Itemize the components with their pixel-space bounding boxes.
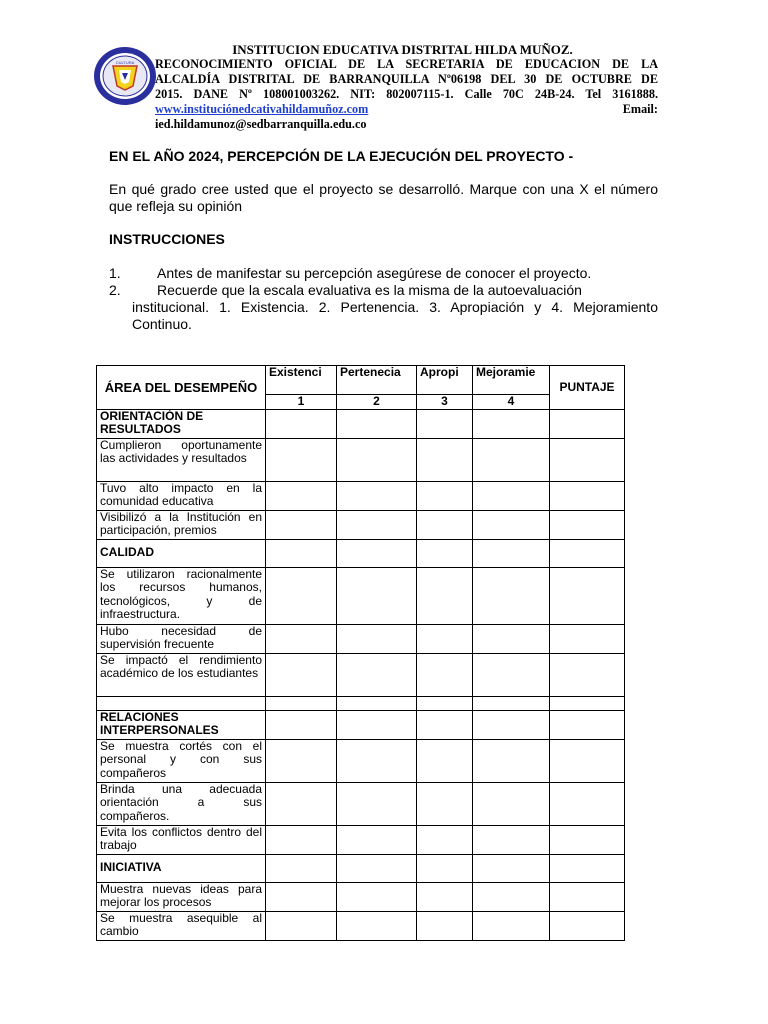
mark-cell[interactable] — [417, 539, 473, 567]
mark-cell[interactable] — [266, 567, 337, 624]
mark-cell[interactable] — [473, 653, 550, 696]
mark-cell[interactable] — [266, 825, 337, 854]
mark-cell[interactable] — [473, 438, 550, 481]
mark-cell[interactable] — [337, 696, 417, 710]
mark-cell[interactable] — [266, 438, 337, 481]
table-row: Brinda una adecuada orientación a sus compañeros. — [97, 782, 625, 825]
institution-name: INSTITUCION EDUCATIVA DISTRITAL HILDA MUÑOZ. — [232, 42, 573, 57]
mark-cell[interactable] — [337, 409, 417, 438]
svg-text:CULTURA: CULTURA — [115, 60, 135, 65]
table-row-section: ORIENTACIÓN DE RESULTADOS — [97, 409, 625, 438]
column-number-3: 3 — [417, 395, 473, 410]
score-cell[interactable] — [550, 739, 625, 782]
score-cell[interactable] — [550, 567, 625, 624]
instructions-title: INSTRUCCIONES — [109, 231, 225, 247]
mark-cell[interactable] — [337, 911, 417, 940]
mark-cell[interactable] — [337, 825, 417, 854]
mark-cell[interactable] — [266, 653, 337, 696]
mark-cell[interactable] — [266, 409, 337, 438]
survey-heading: EN EL AÑO 2024, PERCEPCIÓN DE LA EJECUCIÓN DEL PROYECTO - — [109, 148, 574, 164]
table-row: Se muestra asequible al cambio — [97, 911, 625, 940]
mark-cell[interactable] — [266, 911, 337, 940]
table-row-empty — [97, 696, 625, 710]
survey-question: En qué grado cree usted que el proyecto se desarrolló. Marque con una X el número que refleja su opinión — [109, 181, 658, 214]
table-row: Evita los conflictos dentro del trabajo — [97, 825, 625, 854]
mark-cell[interactable] — [337, 510, 417, 539]
mark-cell[interactable] — [417, 782, 473, 825]
mark-cell[interactable] — [473, 854, 550, 882]
mark-cell[interactable] — [473, 409, 550, 438]
table-row: Tuvo alto impacto en la comunidad educativa — [97, 481, 625, 510]
mark-cell[interactable] — [417, 825, 473, 854]
mark-cell[interactable] — [266, 624, 337, 653]
email-label: Email: — [622, 102, 658, 116]
mark-cell[interactable] — [473, 882, 550, 911]
score-cell[interactable] — [550, 438, 625, 481]
mark-cell[interactable] — [337, 567, 417, 624]
mark-cell[interactable] — [417, 710, 473, 739]
instruction-item: 1. Antes de manifestar su percepción asegúrese de conocer el proyecto. — [109, 265, 592, 281]
mark-cell[interactable] — [337, 438, 417, 481]
mark-cell[interactable] — [266, 854, 337, 882]
header-line-3: 2015. DANE Nº 108001003262. NIT: 802007115-1. Calle 70C 24B-24. Tel 3161888. — [155, 87, 658, 101]
mark-cell[interactable] — [473, 911, 550, 940]
mark-cell[interactable] — [417, 653, 473, 696]
website-link[interactable]: www.instituciónedcativahildamuñoz.com — [155, 102, 369, 116]
table-row: Se utilizaron racionalmente los recursos humanos, tecnológicos, y de infraestructura. — [97, 567, 625, 624]
mark-cell[interactable] — [417, 510, 473, 539]
score-cell[interactable] — [550, 911, 625, 940]
mark-cell[interactable] — [473, 510, 550, 539]
mark-cell[interactable] — [417, 696, 473, 710]
header-contact-line — [155, 102, 658, 117]
mark-cell[interactable] — [266, 710, 337, 739]
mark-cell[interactable] — [337, 782, 417, 825]
score-cell[interactable] — [550, 481, 625, 510]
mark-cell[interactable] — [417, 481, 473, 510]
email-address[interactable]: ied.hildamunoz@sedbarranquilla.edu.co — [155, 117, 367, 131]
header-line-1: RECONOCIMIENTO OFICIAL DE LA SECRETARIA DE EDUCACION DE LA — [155, 57, 658, 71]
mark-cell[interactable] — [266, 481, 337, 510]
mark-cell[interactable] — [337, 739, 417, 782]
mark-cell[interactable] — [473, 624, 550, 653]
score-cell[interactable] — [550, 653, 625, 696]
column-header-pertenencia: Pertenecia — [337, 366, 417, 395]
table-row: Visibilizó a la Institución en participación, premios — [97, 510, 625, 539]
mark-cell[interactable] — [473, 782, 550, 825]
mark-cell[interactable] — [266, 539, 337, 567]
mark-cell[interactable] — [337, 481, 417, 510]
score-cell[interactable] — [550, 539, 625, 567]
score-cell[interactable] — [550, 854, 625, 882]
table-row: Se impactó el rendimiento académico de los estudiantes — [97, 653, 625, 696]
table-row: Muestra nuevas ideas para mejorar los procesos — [97, 882, 625, 911]
score-cell[interactable] — [550, 624, 625, 653]
mark-cell[interactable] — [473, 825, 550, 854]
column-header-apropiacion: Apropi — [417, 366, 473, 395]
mark-cell[interactable] — [473, 481, 550, 510]
column-header-mejoramiento: Mejoramie — [473, 366, 550, 395]
table-row: Hubo necesidad de supervisión frecuente — [97, 624, 625, 653]
score-header: PUNTAJE — [550, 366, 625, 410]
mark-cell[interactable] — [337, 653, 417, 696]
area-header: ÁREA DEL DESEMPEÑO — [97, 366, 266, 410]
mark-cell[interactable] — [417, 911, 473, 940]
mark-cell[interactable] — [417, 882, 473, 911]
table-row-section: INICIATIVA — [97, 854, 625, 882]
score-cell[interactable] — [550, 710, 625, 739]
header-line-2: ALCALDÍA DISTRITAL DE BARRANQUILLA Nº06198 DEL 30 DE OCTUBRE DE — [155, 72, 658, 86]
mark-cell[interactable] — [266, 882, 337, 911]
mark-cell[interactable] — [417, 438, 473, 481]
evaluation-table — [96, 365, 625, 941]
score-cell[interactable] — [550, 882, 625, 911]
mark-cell[interactable] — [266, 739, 337, 782]
mark-cell[interactable] — [417, 567, 473, 624]
mark-cell[interactable] — [473, 567, 550, 624]
mark-cell[interactable] — [417, 739, 473, 782]
score-cell[interactable] — [550, 825, 625, 854]
mark-cell[interactable] — [266, 510, 337, 539]
table-row: Cumplieron oportunamente las actividades y resultados — [97, 438, 625, 481]
mark-cell[interactable] — [337, 882, 417, 911]
mark-cell[interactable] — [417, 409, 473, 438]
mark-cell[interactable] — [473, 710, 550, 739]
column-number-1: 1 — [266, 395, 337, 410]
mark-cell[interactable] — [417, 624, 473, 653]
mark-cell[interactable] — [473, 539, 550, 567]
column-number-4: 4 — [473, 395, 550, 410]
instruction-item: 2. Recuerde que la escala evaluativa es la misma de la autoevaluación institucional. 1. Existencia. 2. Pertenencia. 3. Apropiación y 4. Mejoramiento Continuo. — [109, 282, 658, 332]
mark-cell[interactable] — [337, 539, 417, 567]
mark-cell[interactable] — [266, 782, 337, 825]
mark-cell[interactable] — [266, 696, 337, 710]
mark-cell[interactable] — [337, 624, 417, 653]
column-number-2: 2 — [337, 395, 417, 410]
institution-header — [155, 42, 658, 132]
table-row-section: RELACIONES INTERPERSONALES — [97, 710, 625, 739]
mark-cell[interactable] — [473, 739, 550, 782]
score-cell[interactable] — [550, 510, 625, 539]
column-header-existencia: Existenci — [266, 366, 337, 395]
score-cell[interactable] — [550, 409, 625, 438]
mark-cell[interactable] — [473, 696, 550, 710]
mark-cell[interactable] — [337, 854, 417, 882]
table-row: Se muestra cortés con el personal y con sus compañeros — [97, 739, 625, 782]
score-cell[interactable] — [550, 696, 625, 710]
mark-cell[interactable] — [417, 854, 473, 882]
mark-cell[interactable] — [337, 710, 417, 739]
score-cell[interactable] — [550, 782, 625, 825]
table-row-section: CALIDAD — [97, 539, 625, 567]
